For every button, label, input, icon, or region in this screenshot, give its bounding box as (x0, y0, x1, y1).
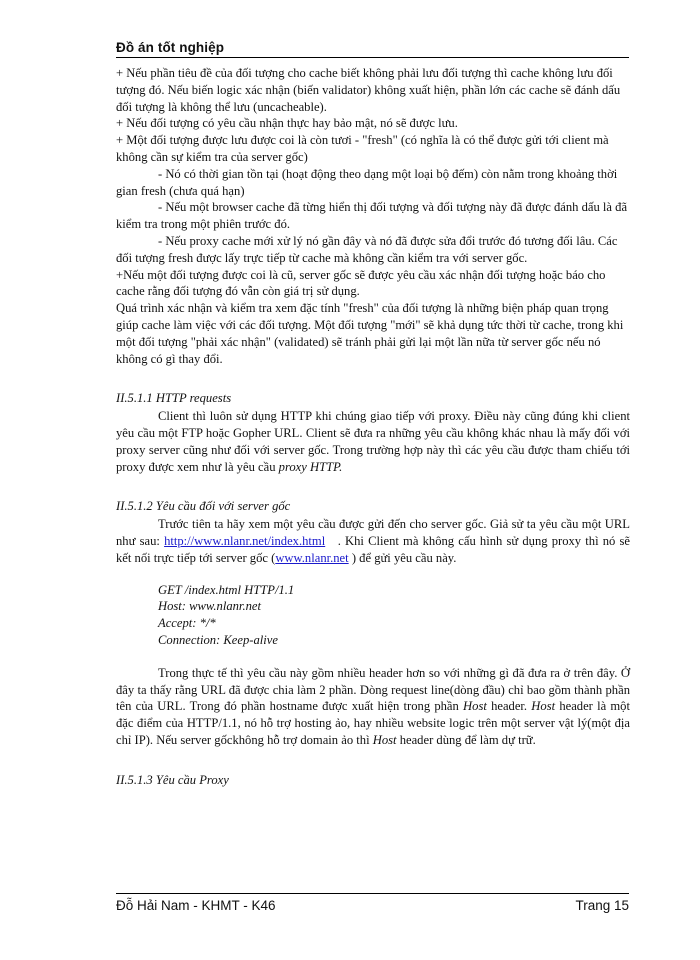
header-divider (116, 57, 629, 58)
paragraph (116, 665, 630, 749)
paragraph-text: Client thì luôn sử dụng HTTP khi chúng giao tiếp với proxy. Điều này cũng đúng khi client yêu cầu một FTP hoặc Gopher URL. Client sẽ đưa ra những yêu cầu không khác nhau là mấy đối với proxy server cũng như đối với server gốc. Trong trường hợp này thì các yêu cầu được tham chiếu tới proxy được xem như là yêu cầu (116, 409, 630, 474)
code-line: Accept: */* (158, 616, 216, 631)
footer-author: Đỗ Hải Nam - KHMT - K46 (116, 898, 276, 913)
paragraph-text: Trước tiên ta hãy xem một yêu cầu được gửi đến cho server gốc. Giả sử ta yêu cầu một URL như sau: (116, 517, 630, 548)
page-body (116, 65, 630, 789)
url-link[interactable]: http://www.nlanr.net/index.html (164, 533, 326, 548)
paragraph-text: header dùng để làm dự trữ. (399, 732, 536, 747)
paragraph-text: Trong thực tế thì yêu cầu này gồm nhiều header hơn so với những gì đã đưa ra ở trên đây. Ở đây ta thấy rằng URL đã được chia làm 2 phần. Dòng request line(dòng đầu) chỉ bao gồm thành phần tên của URL. Trong đó phần hostname được xuất hiện trong phần (116, 665, 630, 714)
paragraph: + Nếu phần tiêu đề của đối tượng cho cache biết không phải lưu đối tượng thì cache không lưu đối tượng đó. Nếu biến logic xác nhận (biến validator) không xuất hiện, phần lớn các cache sẽ đánh dấu đối tượng là không thể lưu (uncacheable). (116, 66, 621, 114)
emphasis-text: Host (531, 699, 556, 714)
paragraph: +Nếu một đối tượng được coi là cũ, server gốc sẽ được yêu cầu xác nhận đối tượng hoặc báo cho cache rằng đối tượng đó vẫn còn giá trị sử dụng. (116, 267, 606, 299)
code-line: Connection: Keep-alive (158, 632, 278, 647)
emphasis-text: proxy HTTP. (278, 459, 343, 474)
section-heading: II.5.1.1 HTTP requests (116, 391, 232, 406)
paragraph (116, 408, 630, 475)
paragraph: - Nếu proxy cache mới xử lý nó gần đây và nó đã được sửa đổi trước đó tương đối lâu. Các đối tượng fresh được lấy trực tiếp từ cache mà không cần kiểm tra với server gốc. (116, 233, 618, 265)
paragraph: + Một đối tượng được lưu được coi là còn tươi - "fresh" (có nghĩa là có thể được gửi tới client mà không cần sự kiểm tra của server gốc) (116, 133, 609, 164)
footer-page-number: Trang 15 (575, 898, 629, 913)
paragraph: - Nếu một browser cache đã từng hiển thị đối tượng và đối tượng này đã được đánh dấu là đã kiểm tra trong một phiên trước đó. (116, 200, 628, 232)
paragraph: Quá trình xác nhận và kiểm tra xem đặc tính "fresh" của đối tượng là những biện pháp quan trọng giúp cache làm việc với các đối tượng. Một đối tượng "mới" sẽ khả dụng tức thời từ cache, trong khi một đối tượng "phải xác nhận" (validated) sẽ tránh phải gửi lại một lần nữa từ server gốc nếu nó không có gì thay đổi. (116, 301, 624, 366)
paragraph-text: header là một đặc điểm của HTTP/1.1, nó hỗ trợ hosting ảo, hay nhiều website logic trên một server vật lý(một địa chỉ IP). Nếu server gốckhông hỗ trợ domain ảo thì (116, 699, 630, 747)
http-request-example (116, 582, 630, 649)
page-header-title: Đồ án tốt nghiệp (116, 40, 225, 55)
section-heading: II.5.1.2 Yêu cầu đối với server gốc (116, 499, 291, 514)
section-heading: II.5.1.3 Yêu cầu Proxy (116, 772, 229, 787)
paragraph: + Nếu đối tượng có yêu cầu nhận thực hay bảo mật, nó sẽ được lưu. (116, 116, 458, 131)
paragraph: - Nó có thời gian tồn tại (hoạt động theo dạng một loại bộ đếm) còn nằm trong khoảng thời gian fresh (chưa quá hạn) (116, 166, 618, 198)
paragraph (116, 516, 630, 566)
footer-divider (116, 893, 629, 894)
code-line: Host: www.nlanr.net (158, 599, 261, 614)
code-line: GET /index.html HTTP/1.1 (158, 582, 295, 597)
emphasis-text: Host (463, 699, 487, 714)
host-link[interactable]: www.nlanr.net (275, 550, 349, 565)
paragraph-text: header. (491, 699, 528, 714)
paragraph-text: ) để gửi yêu cầu này. (351, 550, 457, 565)
paragraph-text: . Khi Client mà không cấu hình sử dụng proxy thì nó sẽ kết nối trực tiếp tới server gốc ( (116, 533, 630, 565)
emphasis-text: Host (372, 732, 397, 747)
